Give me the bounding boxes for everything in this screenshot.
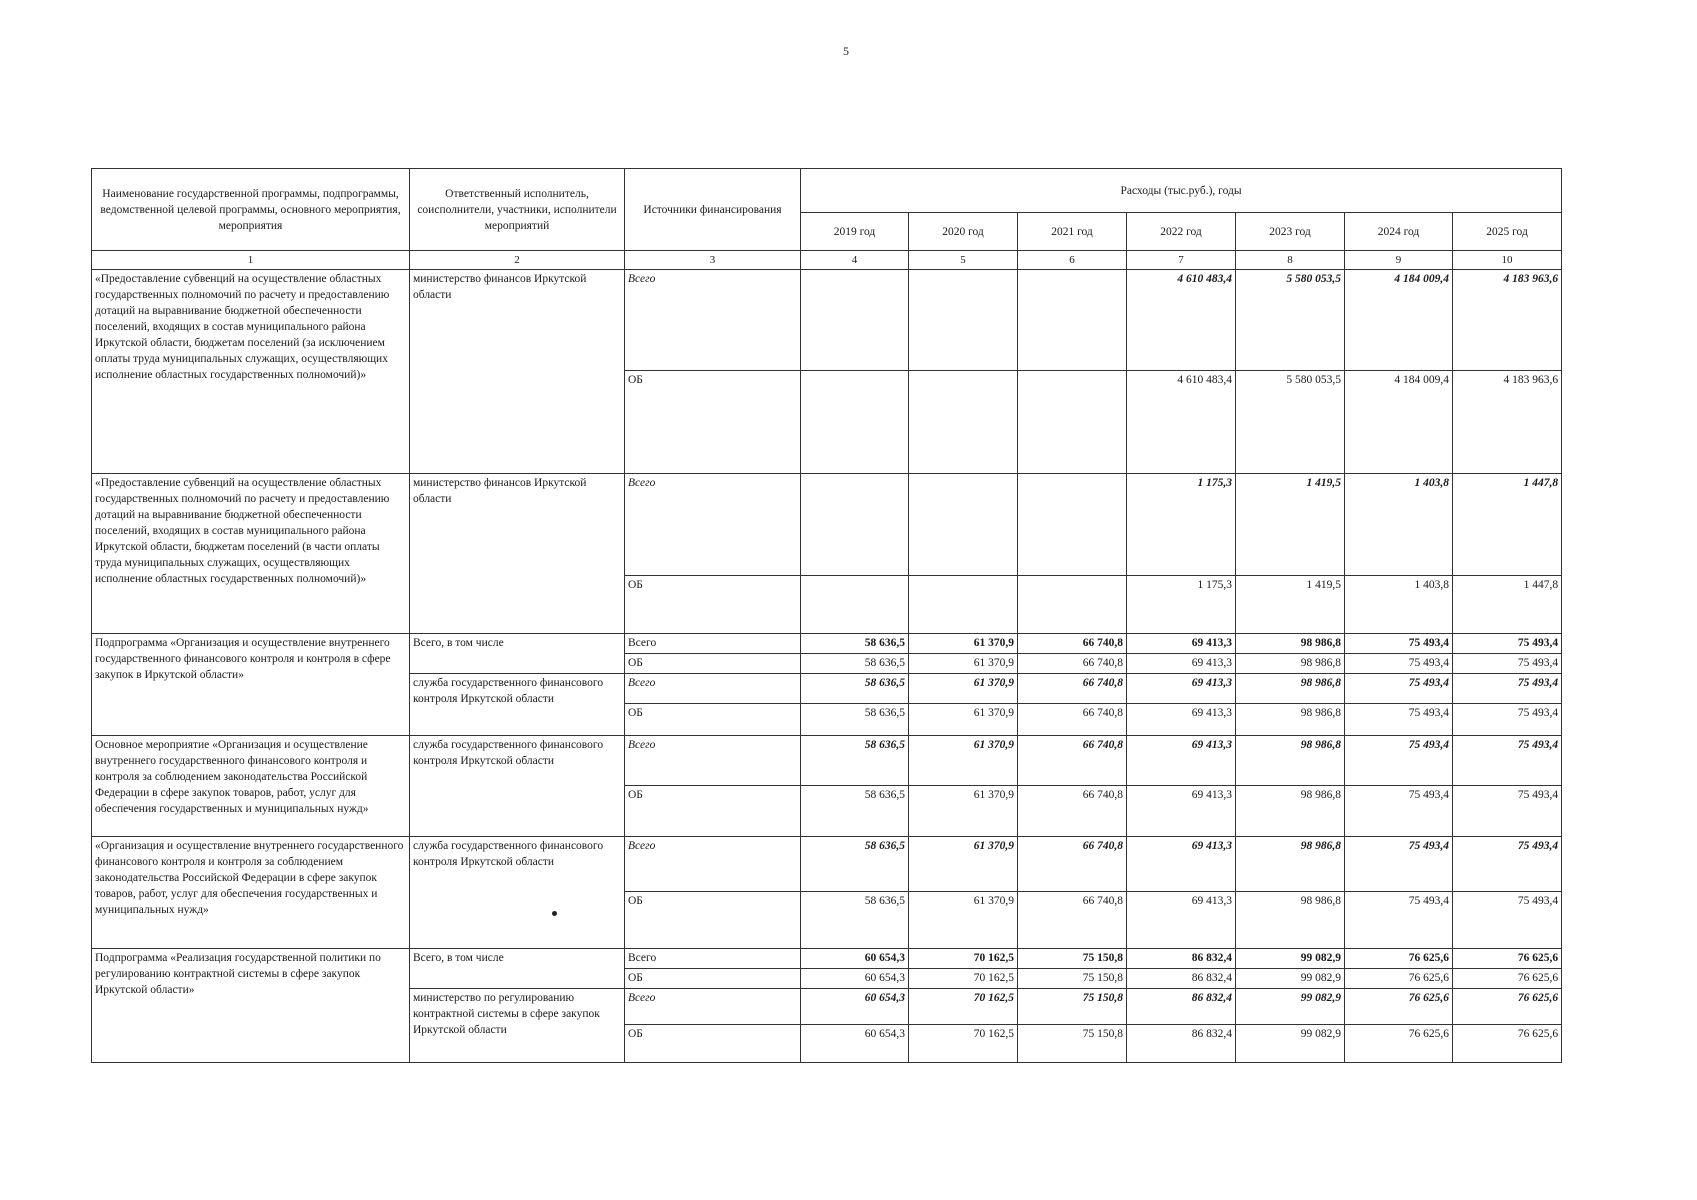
value-cell: 58 636,5 (801, 892, 909, 949)
value-cell: 66 740,8 (1018, 786, 1127, 837)
value-cell: 4 183 963,6 (1453, 270, 1562, 371)
header-expenses: Расходы (тыс.руб.), годы (801, 169, 1562, 213)
value-cell: 69 413,3 (1127, 674, 1236, 704)
value-cell: 60 654,3 (801, 969, 909, 989)
source-cell: Всего (625, 674, 801, 704)
budget-table (91, 168, 1562, 1063)
source-cell: ОБ (625, 786, 801, 837)
source-cell: ОБ (625, 704, 801, 736)
value-cell: 61 370,9 (909, 634, 1018, 654)
value-cell: 98 986,8 (1236, 837, 1345, 892)
source-cell: Всего (625, 949, 801, 969)
value-cell: 61 370,9 (909, 736, 1018, 786)
value-cell: 75 493,4 (1345, 736, 1453, 786)
value-cell: 98 986,8 (1236, 704, 1345, 736)
header-year: 2025 год (1453, 213, 1562, 251)
value-cell (909, 576, 1018, 634)
value-cell: 61 370,9 (909, 674, 1018, 704)
column-number: 10 (1453, 251, 1562, 270)
header-name: Наименование государственной программы, подпрограммы, ведомственной целевой программы, основного мероприятия, мероприятия (92, 169, 410, 251)
column-number: 4 (801, 251, 909, 270)
value-cell: 70 162,5 (909, 949, 1018, 969)
value-cell: 4 184 009,4 (1345, 270, 1453, 371)
header-year: 2021 год (1018, 213, 1127, 251)
value-cell: 99 082,9 (1236, 989, 1345, 1025)
header-year: 2020 год (909, 213, 1018, 251)
source-cell: Всего (625, 270, 801, 371)
value-cell (909, 270, 1018, 371)
value-cell: 5 580 053,5 (1236, 371, 1345, 474)
value-cell: 66 740,8 (1018, 654, 1127, 674)
value-cell: 75 493,4 (1453, 892, 1562, 949)
value-cell: 61 370,9 (909, 837, 1018, 892)
value-cell: 99 082,9 (1236, 969, 1345, 989)
value-cell: 70 162,5 (909, 969, 1018, 989)
value-cell: 66 740,8 (1018, 892, 1127, 949)
value-cell: 98 986,8 (1236, 654, 1345, 674)
value-cell: 75 493,4 (1453, 704, 1562, 736)
value-cell: 86 832,4 (1127, 1025, 1236, 1063)
value-cell: 75 493,4 (1453, 654, 1562, 674)
value-cell: 58 636,5 (801, 674, 909, 704)
value-cell: 75 493,4 (1453, 786, 1562, 837)
value-cell: 98 986,8 (1236, 634, 1345, 654)
value-cell (1018, 576, 1127, 634)
value-cell: 76 625,6 (1345, 949, 1453, 969)
source-cell: ОБ (625, 1025, 801, 1063)
value-cell: 75 493,4 (1453, 837, 1562, 892)
executor-name: министерство по регулированию контрактной системы в сфере закупок Иркутской области (410, 989, 625, 1063)
value-cell: 75 150,8 (1018, 1025, 1127, 1063)
column-number: 2 (410, 251, 625, 270)
activity-name: «Организация и осуществление внутреннего государственного финансового контроля и контроля за соблюдением законодательства Российской Федерации в сфере закупок товаров, работ, услуг для обеспечения государственных и муниципальных нужд» (92, 837, 410, 949)
value-cell: 76 625,6 (1453, 969, 1562, 989)
column-number: 5 (909, 251, 1018, 270)
value-cell: 58 636,5 (801, 837, 909, 892)
executor-name: министерство финансов Иркутской области (410, 270, 625, 474)
value-cell: 75 493,4 (1453, 736, 1562, 786)
value-cell (909, 474, 1018, 576)
activity-name: «Предоставление субвенций на осуществление областных государственных полномочий по расчету и предоставлению дотаций на выравнивание бюджетной обеспеченности поселений, входящих в состав муниципального района Иркутской области, бюджетам поселений (в части оплаты труда муниципальных служащих, осуществляющих исполнение областных государственных полномочий)» (92, 474, 410, 634)
source-cell: ОБ (625, 654, 801, 674)
value-cell: 4 184 009,4 (1345, 371, 1453, 474)
value-cell (801, 576, 909, 634)
source-cell: ОБ (625, 969, 801, 989)
source-cell: ОБ (625, 576, 801, 634)
header-year: 2022 год (1127, 213, 1236, 251)
subprogram-name: Подпрограмма «Реализация государственной политики по регулированию контрактной системы в сфере закупок Иркутской области» (92, 949, 410, 1063)
value-cell: 61 370,9 (909, 892, 1018, 949)
value-cell (801, 474, 909, 576)
source-cell: ОБ (625, 892, 801, 949)
value-cell: 75 493,4 (1345, 786, 1453, 837)
column-number: 3 (625, 251, 801, 270)
value-cell: 75 493,4 (1345, 674, 1453, 704)
value-cell: 1 447,8 (1453, 576, 1562, 634)
value-cell (801, 371, 909, 474)
value-cell: 60 654,3 (801, 1025, 909, 1063)
value-cell: 61 370,9 (909, 654, 1018, 674)
value-cell: 66 740,8 (1018, 704, 1127, 736)
value-cell: 98 986,8 (1236, 736, 1345, 786)
value-cell: 75 150,8 (1018, 949, 1127, 969)
value-cell: 76 625,6 (1345, 989, 1453, 1025)
value-cell: 66 740,8 (1018, 837, 1127, 892)
header-year: 2019 год (801, 213, 909, 251)
header-source: Источники финансирования (625, 169, 801, 251)
executor-name: служба государственного финансового контроля Иркутской области (410, 837, 625, 949)
value-cell: 99 082,9 (1236, 1025, 1345, 1063)
value-cell: 58 636,5 (801, 786, 909, 837)
value-cell: 69 413,3 (1127, 786, 1236, 837)
stray-dot-mark (552, 911, 557, 916)
value-cell: 75 493,4 (1345, 892, 1453, 949)
executor-name: министерство финансов Иркутской области (410, 474, 625, 634)
value-cell: 60 654,3 (801, 949, 909, 969)
value-cell (909, 371, 1018, 474)
value-cell: 75 493,4 (1453, 634, 1562, 654)
value-cell: 69 413,3 (1127, 736, 1236, 786)
value-cell: 1 419,5 (1236, 474, 1345, 576)
value-cell: 98 986,8 (1236, 674, 1345, 704)
value-cell: 75 150,8 (1018, 969, 1127, 989)
value-cell: 61 370,9 (909, 786, 1018, 837)
value-cell: 76 625,6 (1453, 989, 1562, 1025)
column-number: 7 (1127, 251, 1236, 270)
value-cell: 75 493,4 (1345, 654, 1453, 674)
value-cell: 58 636,5 (801, 704, 909, 736)
column-number: 9 (1345, 251, 1453, 270)
page-number: 5 (843, 44, 849, 58)
value-cell: 1 175,3 (1127, 474, 1236, 576)
value-cell: 4 610 483,4 (1127, 270, 1236, 371)
column-number: 8 (1236, 251, 1345, 270)
column-number: 1 (92, 251, 410, 270)
header-executor: Ответственный исполнитель, соисполнители, участники, исполнители мероприятий (410, 169, 625, 251)
value-cell: 58 636,5 (801, 654, 909, 674)
value-cell: 75 150,8 (1018, 989, 1127, 1025)
source-cell: Всего (625, 736, 801, 786)
value-cell: 66 740,8 (1018, 736, 1127, 786)
activity-name: Основное мероприятие «Организация и осуществление внутреннего государственного финансового контроля и контроля за соблюдением законодательства Российской Федерации в сфере закупок товаров, работ, услуг для обеспечения государственных и муниципальных нужд» (92, 736, 410, 837)
value-cell (801, 270, 909, 371)
executor-name: служба государственного финансового контроля Иркутской области (410, 674, 625, 736)
subprogram-name: Подпрограмма «Организация и осуществление внутреннего государственного финансового контроля и контроля в сфере закупок в Иркутской области» (92, 634, 410, 736)
value-cell: 86 832,4 (1127, 969, 1236, 989)
value-cell: 69 413,3 (1127, 892, 1236, 949)
value-cell: 69 413,3 (1127, 654, 1236, 674)
value-cell: 75 493,4 (1453, 674, 1562, 704)
value-cell: 60 654,3 (801, 989, 909, 1025)
column-number: 6 (1018, 251, 1127, 270)
value-cell: 58 636,5 (801, 736, 909, 786)
value-cell: 58 636,5 (801, 634, 909, 654)
value-cell: 76 625,6 (1345, 1025, 1453, 1063)
value-cell: 1 419,5 (1236, 576, 1345, 634)
value-cell: 4 183 963,6 (1453, 371, 1562, 474)
value-cell (1018, 474, 1127, 576)
value-cell: 69 413,3 (1127, 634, 1236, 654)
value-cell: 86 832,4 (1127, 949, 1236, 969)
activity-name: «Предоставление субвенций на осуществление областных государственных полномочий по расчету и предоставлению дотаций на выравнивание бюджетной обеспеченности поселений, входящих в состав муниципального района Иркутской области, бюджетам поселений (за исключением оплаты труда муниципальных служащих, осуществляющих исполнение областных государственных полномочий)» (92, 270, 410, 474)
value-cell: 61 370,9 (909, 704, 1018, 736)
value-cell: 1 403,8 (1345, 474, 1453, 576)
value-cell: 75 493,4 (1345, 837, 1453, 892)
value-cell: 69 413,3 (1127, 837, 1236, 892)
value-cell: 70 162,5 (909, 989, 1018, 1025)
value-cell: 1 403,8 (1345, 576, 1453, 634)
executor-total: Всего, в том числе (410, 949, 625, 989)
source-cell: Всего (625, 989, 801, 1025)
value-cell: 99 082,9 (1236, 949, 1345, 969)
value-cell: 5 580 053,5 (1236, 270, 1345, 371)
source-cell: Всего (625, 634, 801, 654)
value-cell: 4 610 483,4 (1127, 371, 1236, 474)
source-cell: Всего (625, 837, 801, 892)
source-cell: Всего (625, 474, 801, 576)
header-year: 2024 год (1345, 213, 1453, 251)
value-cell: 70 162,5 (909, 1025, 1018, 1063)
value-cell (1018, 371, 1127, 474)
value-cell: 76 625,6 (1453, 1025, 1562, 1063)
value-cell: 76 625,6 (1453, 949, 1562, 969)
value-cell: 75 493,4 (1345, 634, 1453, 654)
value-cell: 76 625,6 (1345, 969, 1453, 989)
value-cell (1018, 270, 1127, 371)
value-cell: 98 986,8 (1236, 786, 1345, 837)
value-cell: 86 832,4 (1127, 989, 1236, 1025)
value-cell: 69 413,3 (1127, 704, 1236, 736)
executor-name: служба государственного финансового контроля Иркутской области (410, 736, 625, 837)
executor-total: Всего, в том числе (410, 634, 625, 674)
value-cell: 98 986,8 (1236, 892, 1345, 949)
value-cell: 1 447,8 (1453, 474, 1562, 576)
value-cell: 66 740,8 (1018, 634, 1127, 654)
source-cell: ОБ (625, 371, 801, 474)
value-cell: 75 493,4 (1345, 704, 1453, 736)
header-year: 2023 год (1236, 213, 1345, 251)
value-cell: 1 175,3 (1127, 576, 1236, 634)
value-cell: 66 740,8 (1018, 674, 1127, 704)
